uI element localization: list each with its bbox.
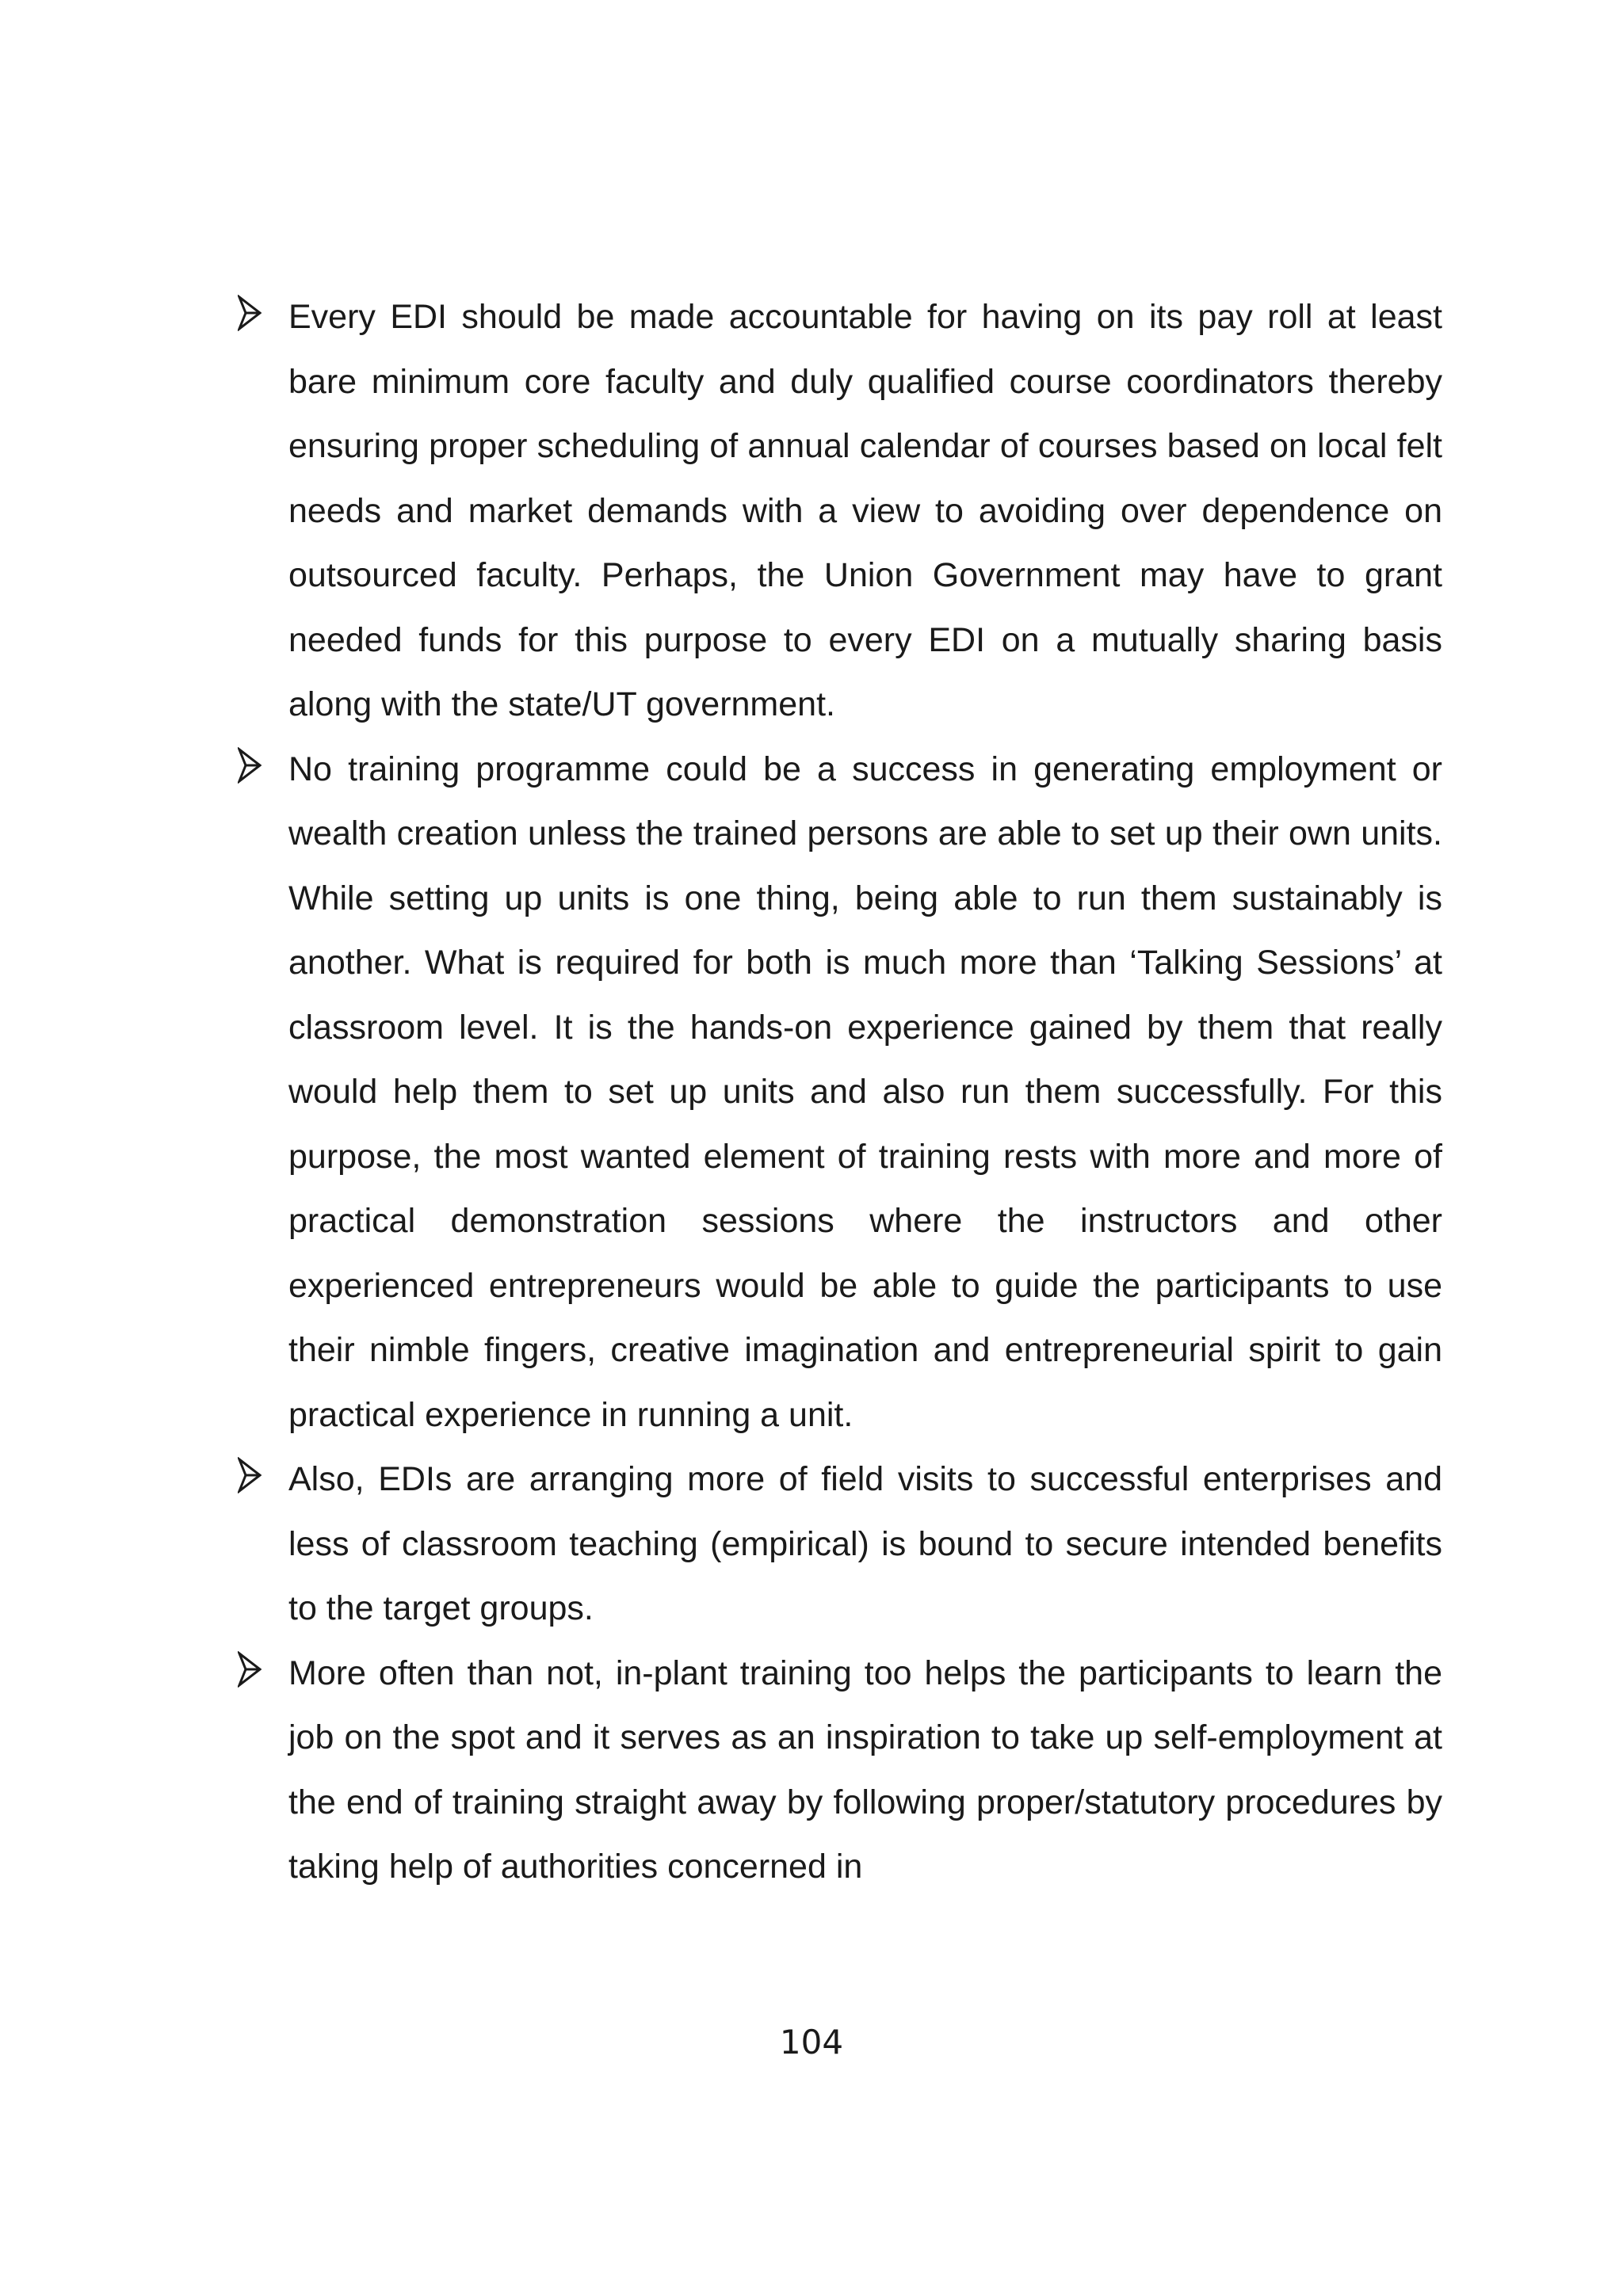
bullet-text: Every EDI should be made accountable for having on its pay roll at least bare minimum core faculty and duly qualified course coordinators thereby ensuring proper scheduling of annual calendar of courses based on local felt needs and market demands with a view to avoiding over dependence on outsourced faculty. Perhaps, the Union Government may have to grant needed funds for this purpose to every EDI on a mutually sharing basis along with the state/UT government. xyxy=(288,298,1442,723)
bullet-list xyxy=(238,285,1442,1900)
bullet-item-training-success xyxy=(238,738,1442,1448)
arrow-bullet-icon xyxy=(238,1651,262,1688)
page-number: 104 xyxy=(779,2023,844,2061)
arrow-bullet-icon xyxy=(238,747,262,784)
bullet-text: More often than not, in-plant training too helps the participants to learn the job on the spot and it serves as an inspiration to take up self-employment at the end of training straight away by following proper/statutory procedures by taking help of authorities concerned in xyxy=(288,1653,1442,1886)
bullet-text: No training programme could be a success in generating employment or wealth creation unless the trained persons are able to set up their own units. While setting up units is one thing, being able to run them sustainably is another. What is required for both is much more than ‘Talking Sessions’ at classroom level. It is the hands-on experience gained by them that really would help them to set up units and also run them successfully. For this purpose, the most wanted element of training rests with more and more of practical demonstration sessions where the instructors and other experienced entrepreneurs would be able to guide the participants to use their nimble fingers, creative imagination and entrepreneurial spirit to gain practical experience in running a unit. xyxy=(288,749,1442,1434)
arrow-bullet-icon xyxy=(238,295,262,331)
arrow-bullet-icon xyxy=(238,1457,262,1493)
bullet-item-field-visits xyxy=(238,1447,1442,1642)
bullet-text: Also, EDIs are arranging more of field visits to successful enterprises and less of classroom teaching (empirical) is bound to secure intended benefits to the target groups. xyxy=(288,1460,1442,1627)
bullet-item-in-plant-training xyxy=(238,1642,1442,1900)
bullet-item-accountable-faculty xyxy=(238,285,1442,738)
